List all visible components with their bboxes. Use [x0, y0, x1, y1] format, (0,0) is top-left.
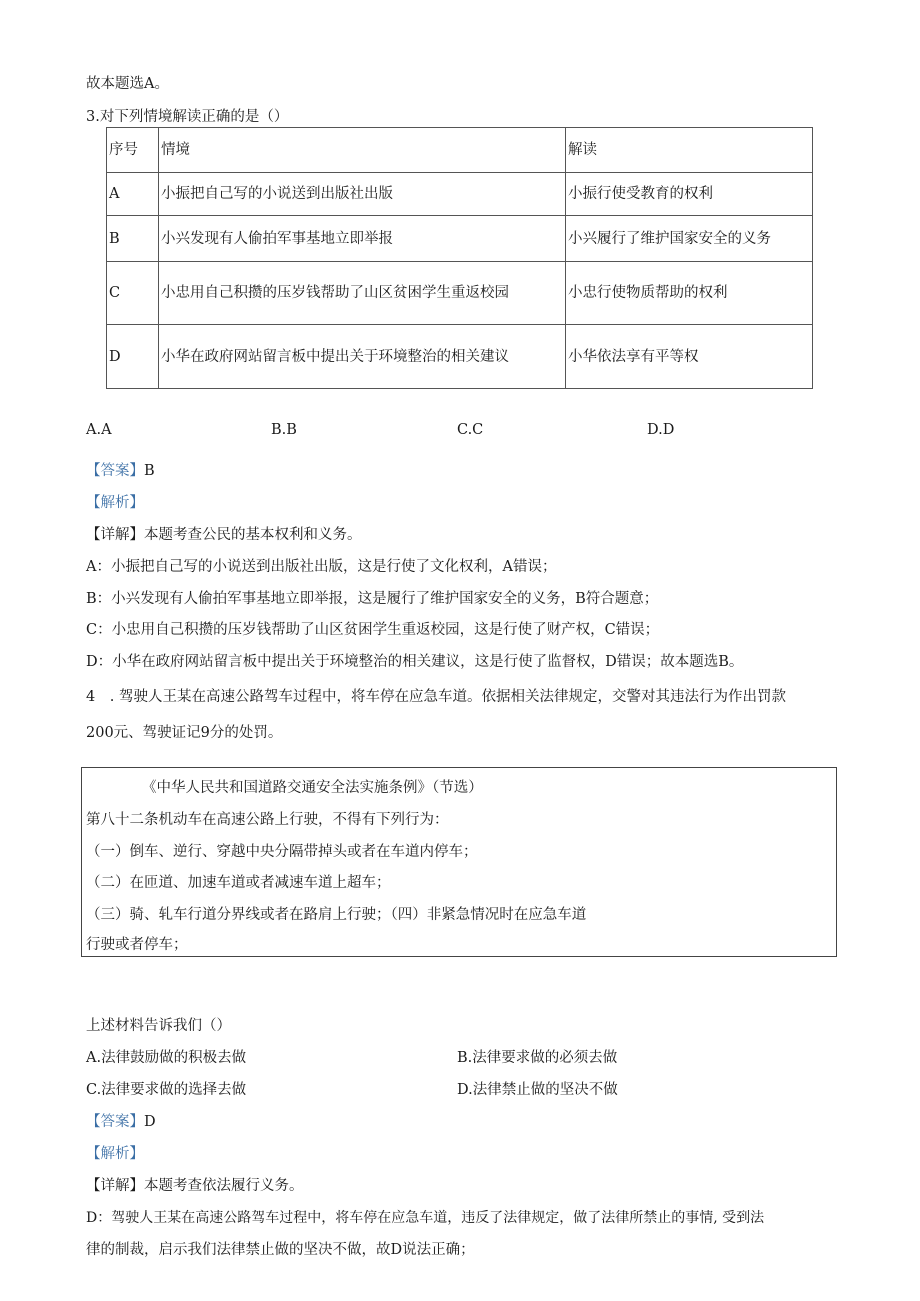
table-cell: C: [107, 262, 159, 325]
detail-intro: 本题考查依法履行义务。: [144, 1178, 304, 1194]
q3-table: [106, 127, 813, 389]
answer-value: B: [144, 463, 155, 479]
previous-conclusion: 故本题选A。: [86, 76, 169, 92]
q4-option-d: D.法律禁止做的坚决不做: [457, 1082, 618, 1098]
q4-explanation-line-2: 律的制裁，启示我们法律禁止做的坚决不做，故D说法正确；: [86, 1242, 475, 1258]
table-cell: 小忠行使物质帮助的权利: [566, 262, 813, 325]
table-row: [107, 173, 813, 216]
q3-option-b: B.B: [271, 422, 297, 438]
table-cell: 小兴发现有人偷拍军事基地立即举报: [159, 216, 566, 262]
q4-explanation-line-1: D：驾驶人王某在高速公路驾车过程中，将车停在应急车道，违反了法律规定，做了法律所禁止的事情, 受到法: [86, 1210, 765, 1226]
table-header-cell: 解读: [566, 128, 813, 173]
q4-material-box: [81, 767, 837, 957]
table-header-cell: 情境: [159, 128, 566, 173]
detail-tag: 【详解】: [86, 1178, 144, 1194]
q4-question: 上述材料告诉我们（）: [86, 1018, 231, 1034]
table-row: [107, 325, 813, 389]
q3-option-a: A.A: [86, 422, 112, 438]
table-header-cell: 序号: [107, 128, 159, 173]
table-cell: 小兴履行了维护国家安全的义务: [566, 216, 813, 262]
table-cell: 小振行使受教育的权利: [566, 173, 813, 216]
material-line: （三）骑、轧车行道分界线或者在路肩上行驶；（四）非紧急情况时在应急车道: [86, 907, 587, 923]
table-cell: 小振把自己写的小说送到出版社出版: [159, 173, 566, 216]
q3-option-c: C.C: [457, 422, 484, 438]
detail-intro: 本题考查公民的基本权利和义务。: [144, 527, 362, 543]
q4-stem-line-1: 4 . 驾驶人王某在高速公路驾车过程中，将车停在应急车道。依据相关法律规定，交警对其违法行为作出罚款: [86, 689, 786, 705]
answer-value: D: [144, 1114, 156, 1130]
q4-option-b: B.法律要求做的必须去做: [457, 1050, 618, 1066]
material-line: （二）在匝道、加速车道或者减速车道上超车；: [86, 875, 391, 891]
table-header-row: [107, 128, 813, 173]
q3-detail: [86, 525, 362, 545]
q3-analysis-tag: 【解析】: [86, 495, 144, 511]
table-cell: D: [107, 325, 159, 389]
detail-tag: 【详解】: [86, 527, 144, 543]
table-row: [107, 262, 813, 325]
q3-explanation-a: A：小振把自己写的小说送到出版社出版，这是行使了文化权利，A错误；: [86, 559, 557, 575]
q3-explanation-b: B：小兴发现有人偷拍军事基地立即举报，这是履行了维护国家安全的义务，B符合题意；: [86, 591, 659, 607]
q3-option-d: D.D: [647, 422, 675, 438]
table-cell: B: [107, 216, 159, 262]
material-line: 第八十二条机动车在高速公路上行驶，不得有下列行为：: [86, 812, 449, 828]
material-line: （一）倒车、逆行、穿越中央分隔带掉头或者在车道内停车；: [86, 844, 478, 860]
table-cell: 小华在政府网站留言板中提出关于环境整治的相关建议: [159, 325, 566, 389]
q3-explanation-c: C：小忠用自己积攒的压岁钱帮助了山区贫困学生重返校园，这是行使了财产权，C错误；: [86, 622, 660, 638]
table-cell: 小华依法享有平等权: [566, 325, 813, 389]
answer-tag: 【答案】: [86, 1114, 144, 1130]
table-cell: 小忠用自己积攒的压岁钱帮助了山区贫困学生重返校园: [159, 262, 566, 325]
q4-analysis-tag: 【解析】: [86, 1146, 144, 1162]
q4-option-c: C.法律要求做的选择去做: [86, 1082, 247, 1098]
q4-option-a: A.法律鼓励做的积极去做: [86, 1050, 247, 1066]
table-row: [107, 216, 813, 262]
material-title: 《中华人民共和国道路交通安全法实施条例》（节选）: [142, 780, 483, 796]
q4-answer: [86, 1112, 156, 1132]
material-line: 行驶或者停车；: [86, 937, 188, 953]
q3-answer: [86, 461, 155, 481]
q3-explanation-d: D：小华在政府网站留言板中提出关于环境整治的相关建议，这是行使了监督权，D错误；故本题选B。: [86, 654, 744, 670]
q4-stem-line-2: 200元、驾驶证记9分的处罚。: [86, 725, 283, 741]
q4-detail: [86, 1176, 304, 1196]
answer-tag: 【答案】: [86, 463, 144, 479]
q3-stem: 3.对下列情境解读正确的是（）: [86, 109, 289, 125]
table-cell: A: [107, 173, 159, 216]
